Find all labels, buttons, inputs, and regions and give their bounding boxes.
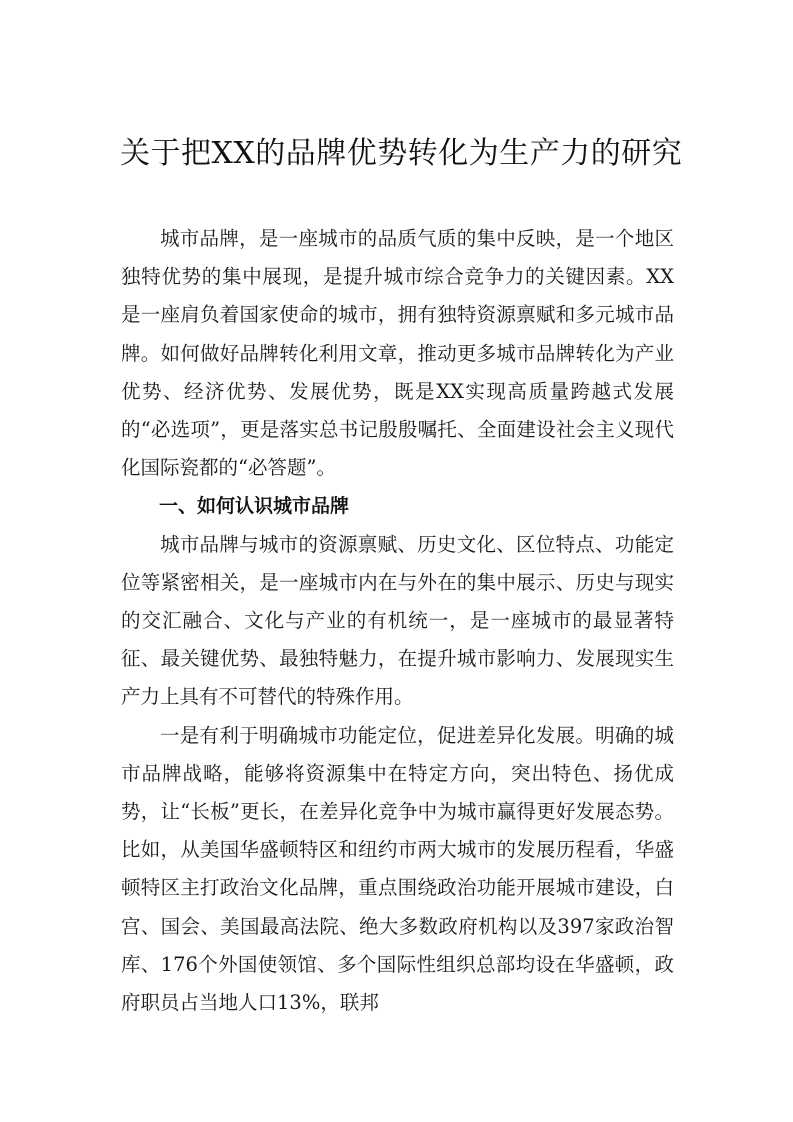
section-paragraph-2: 一是有利于明确城市功能定位，促进差异化发展。明确的城市品牌战略，能够将资源集中在特定方向，突出特色、扬优成势，让“长板”更长，在差异化竞争中为城市赢得更好发展态势。比如，从美国华盛顿特区和纽约市两大城市的发展历程看，华盛顿特区主打政治文化品牌，重点围绕政治功能开展城市建设，白宫、国会、美国最高法院、绝大多数政府机构以及397家政治智库、176个外国使领馆、多个国际性组织总部均设在华盛顿，政府职员占当地人口13%，联邦 xyxy=(121,723,674,1015)
document-title: 关于把XX的品牌优势转化为生产力的研究 xyxy=(120,136,683,171)
section-paragraph-1: 城市品牌与城市的资源禀赋、历史文化、区位特点、功能定位等紧密相关，是一座城市内在与外在的集中展示、历史与现实的交汇融合、文化与产业的有机统一，是一座城市的最显著特征、最关键优势、最独特魅力，在提升城市影响力、发展现实生产力上具有不可替代的特殊作用。 xyxy=(121,532,674,709)
section-heading: 一、如何认识城市品牌 xyxy=(159,495,350,518)
intro-paragraph: 城市品牌，是一座城市的品质气质的集中反映，是一个地区独特优势的集中展现，是提升城市综合竞争力的关键因素。XX是一座肩负着国家使命的城市，拥有独特资源禀赋和多元城市品牌。如何做好品牌转化利用文章，推动更多城市品牌转化为产业优势、经济优势、发展优势，既是XX实现高质量跨越式发展的“必选项”，更是落实总书记殷殷嘱托、全面建设社会主义现代化国际瓷都的“必答题”。 xyxy=(121,227,674,480)
document-body xyxy=(121,220,674,1022)
